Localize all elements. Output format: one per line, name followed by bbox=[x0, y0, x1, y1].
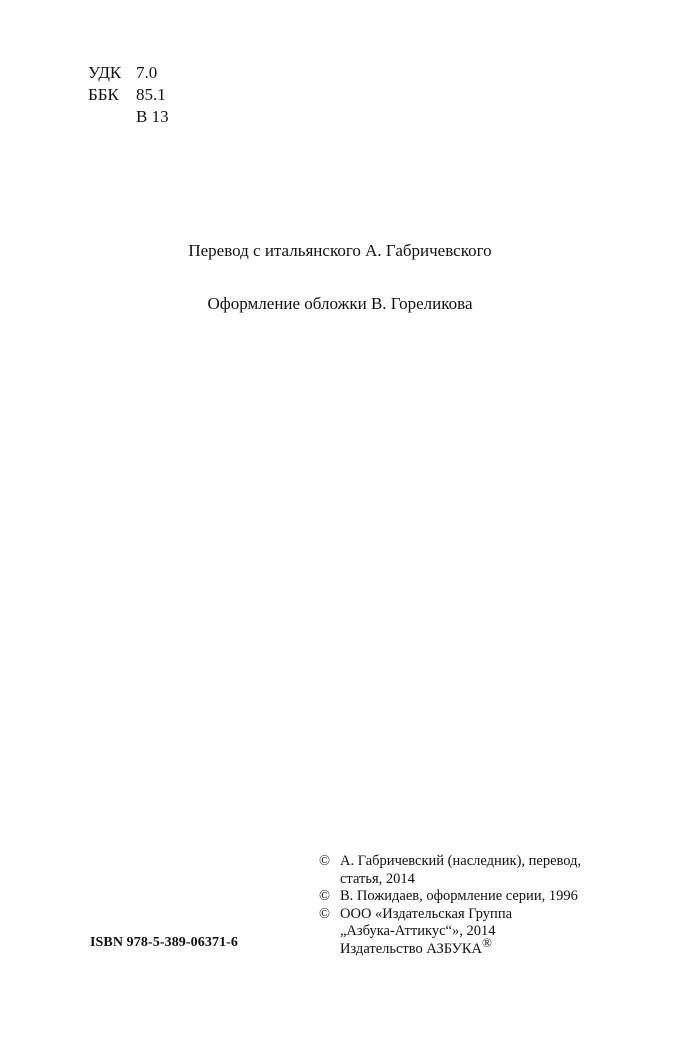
copyright-text-line: А. Габричевский (наследник), перевод, bbox=[340, 853, 582, 869]
copyright-text-line: статья, 2014 bbox=[340, 870, 415, 887]
copyright-text-line: В. Пожидаев, оформление серии, 1996 bbox=[340, 888, 578, 904]
copyright-text-line: „Азбука-Аттикус“», 2014 bbox=[340, 923, 496, 939]
copyright-symbol: © bbox=[319, 888, 331, 904]
udk-row bbox=[88, 62, 169, 84]
udk-label: УДК bbox=[88, 63, 122, 82]
classification-block bbox=[88, 62, 169, 128]
copyright-publisher bbox=[319, 906, 581, 924]
copyright-symbol: © bbox=[319, 853, 331, 869]
cover-design-credit: Оформление обложки В. Гореликова bbox=[207, 294, 473, 313]
bbk-value: 85.1 bbox=[136, 85, 166, 104]
copyright-symbol: © bbox=[319, 905, 331, 922]
udk-value: 7.0 bbox=[136, 63, 158, 82]
copyright-block bbox=[319, 853, 581, 958]
publisher-name: Издательство АЗБУКА bbox=[340, 940, 482, 957]
registered-mark: ® bbox=[482, 934, 492, 950]
copyright-translation bbox=[319, 853, 581, 871]
copyright-text-line: ООО «Издательская Группа bbox=[340, 905, 513, 922]
isbn: ISBN 978-5-389-06371-6 bbox=[90, 935, 239, 950]
copyright-series-design bbox=[319, 888, 581, 906]
author-mark: В 13 bbox=[136, 107, 169, 126]
bbk-label: ББК bbox=[88, 85, 119, 104]
publisher-imprint bbox=[319, 934, 581, 959]
bbk-row bbox=[88, 84, 169, 106]
translator-credit: Перевод с итальянского А. Габричевского bbox=[188, 241, 492, 260]
